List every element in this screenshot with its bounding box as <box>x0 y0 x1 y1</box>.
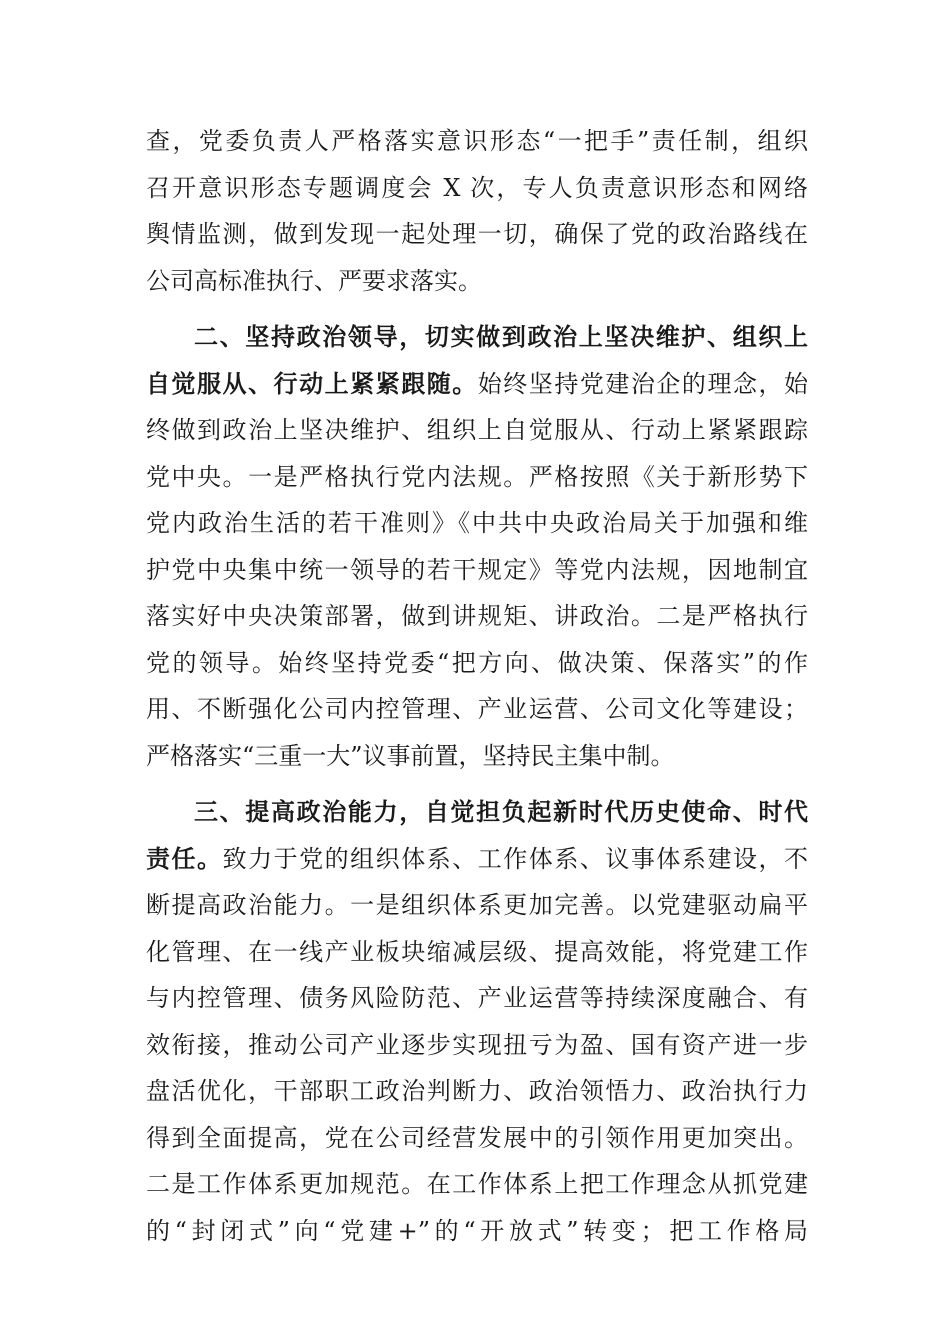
text-line: 党的领导。始终坚持党委“把方向、做决策、保落实”的作 <box>146 648 808 677</box>
paragraph-2 <box>146 314 808 779</box>
text-line: 盘活优化，干部职工政治判断力、政治领悟力、政治执行力 <box>146 1077 808 1105</box>
text-line: 严格落实“三重一大”议事前置，坚持民主集中制。 <box>146 741 675 770</box>
text-line: 得到全面提高，党在公司经营发展中的引领作用更加突出。 <box>146 1123 808 1152</box>
text-line: 党中央。一是严格执行党内法规。严格按照《关于新形势下 <box>146 462 808 491</box>
text-line: 公司高标准执行、严要求落实。 <box>146 266 482 295</box>
text-line: 落实好中央决策部署，做到讲规矩、讲政治。二是严格执行 <box>146 602 808 630</box>
text-line: 化管理、在一线产业板块缩减层级、提高效能，将党建工作 <box>146 937 808 966</box>
text-line: 护党中央集中统一领导的若干规定》等党内法规，因地制宜 <box>146 555 808 584</box>
text-line <box>146 836 808 883</box>
text-line: 终做到政治上坚决维护、组织上自觉服从、行动上紧紧跟踪 <box>146 416 808 444</box>
text-line: 舆情监测，做到发现一起处理一切，确保了党的政治路线在 <box>146 220 808 248</box>
section-heading: 二、坚持政治领导，切实做到政治上坚决维护、组织上 <box>194 323 808 351</box>
text-line: 用、不断强化公司内控管理、产业运营、公司文化等建设； <box>146 695 808 723</box>
text-line: 与内控管理、债务风险防范、产业运营等持续深度融合、有 <box>146 984 808 1012</box>
text-line: 查，党委负责人严格落实意识形态“一把手”责任制，组织 <box>146 127 808 155</box>
text-segment: 始终坚持党建治企的理念，始 <box>477 369 808 398</box>
section-heading-continued: 责任。 <box>146 844 223 873</box>
text-line: 召开意识形态专题调度会 X 次，专人负责意识形态和网络 <box>146 173 808 202</box>
section-heading-continued: 自觉服从、行动上紧紧跟随。 <box>146 369 478 398</box>
text-line: 的“封闭式”向“党建+”的“开放式”转变；把工作格局 <box>146 1216 808 1245</box>
text-line: 党内政治生活的若干准则》《中共中央政治局关于加强和维 <box>146 509 808 537</box>
paragraph-1 <box>146 118 808 304</box>
document-body <box>146 118 808 1254</box>
text-line: 效衔接，推动公司产业逐步实现扭亏为盈、国有资产进一步 <box>146 1030 808 1059</box>
text-line: 断提高政治能力。一是组织体系更加完善。以党建驱动扁平 <box>146 891 808 919</box>
text-line: 二是工作体系更加规范。在工作体系上把工作理念从抓党建 <box>146 1170 808 1198</box>
text-line <box>146 361 808 408</box>
text-segment: 致力于党的组织体系、工作体系、议事体系建设，不 <box>222 844 808 873</box>
section-heading: 三、提高政治能力，自觉担负起新时代历史使命、时代 <box>194 798 808 826</box>
paragraph-3 <box>146 789 808 1254</box>
